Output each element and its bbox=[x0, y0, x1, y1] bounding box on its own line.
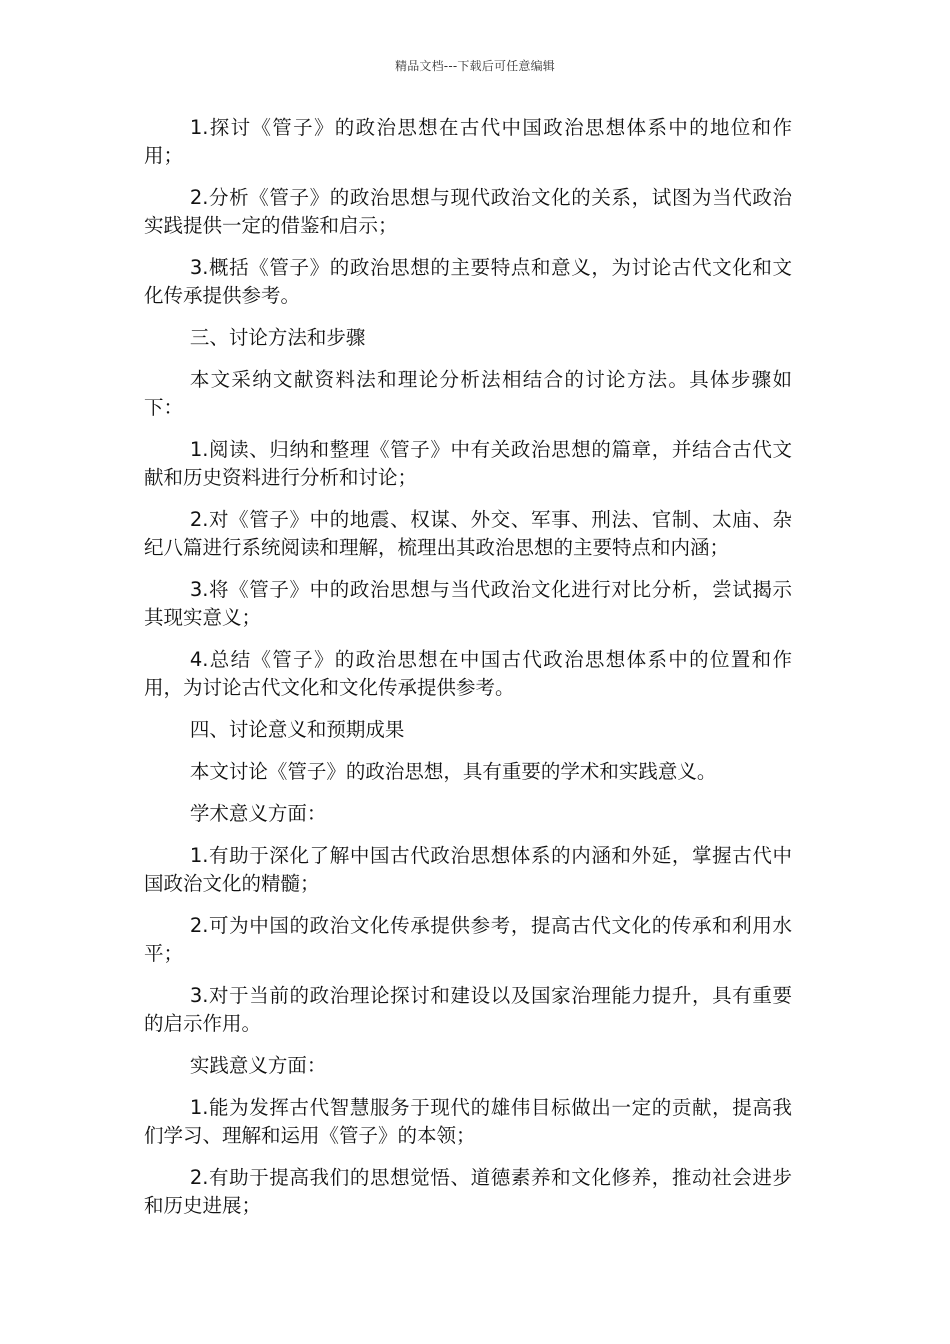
subheading-academic: 学术意义方面： bbox=[189, 802, 327, 825]
paragraph-academic-1: 1.有助于深化了解中国古代政治思想体系的内涵和外延，掌握古代中国政治文化的精髓； bbox=[144, 844, 792, 895]
paragraph-step-2: 2.对《管子》中的地震、权谋、外交、军事、刑法、官制、太庙、杂纪八篇进行系统阅读和理解，梳理出其政治思想的主要特点和内涵； bbox=[144, 508, 792, 559]
page-header: 精品文档---下载后可任意编辑 bbox=[395, 59, 555, 73]
paragraph-step-4: 4.总结《管子》的政治思想在中国古代政治思想体系中的位置和作用，为讨论古代文化和文化传承提供参考。 bbox=[144, 648, 792, 699]
document-body bbox=[144, 114, 792, 1234]
paragraph-methods-intro: 本文采纳文献资料法和理论分析法相结合的讨论方法。具体步骤如下： bbox=[144, 368, 792, 419]
paragraph-goal-2: 2.分析《管子》的政治思想与现代政治文化的关系，试图为当代政治实践提供一定的借鉴和启示； bbox=[144, 186, 792, 237]
paragraph-step-3: 3.将《管子》中的政治思想与当代政治文化进行对比分析，尝试揭示其现实意义； bbox=[144, 578, 792, 629]
paragraph-practical-2: 2.有助于提高我们的思想觉悟、道德素养和文化修养，推动社会进步和历史进展； bbox=[144, 1166, 792, 1217]
paragraph-academic-3: 3.对于当前的政治理论探讨和建设以及国家治理能力提升，具有重要的启示作用。 bbox=[144, 984, 792, 1035]
subheading-practical: 实践意义方面： bbox=[189, 1054, 327, 1077]
paragraph-step-1: 1.阅读、归纳和整理《管子》中有关政治思想的篇章，并结合古代文献和历史资料进行分析和讨论； bbox=[144, 438, 792, 489]
paragraph-goal-1: 1.探讨《管子》的政治思想在古代中国政治思想体系中的地位和作用； bbox=[144, 116, 792, 167]
paragraph-practical-1: 1.能为发挥古代智慧服务于现代的雄伟目标做出一定的贡献，提高我们学习、理解和运用《管子》的本领； bbox=[144, 1096, 792, 1147]
paragraph-goal-3: 3.概括《管子》的政治思想的主要特点和意义，为讨论古代文化和文化传承提供参考。 bbox=[144, 256, 792, 307]
paragraph-significance-intro: 本文讨论《管子》的政治思想，具有重要的学术和实践意义。 bbox=[189, 760, 717, 783]
section-heading-methods: 三、讨论方法和步骤 bbox=[189, 326, 366, 349]
paragraph-academic-2: 2.可为中国的政治文化传承提供参考，提高古代文化的传承和利用水平； bbox=[144, 914, 792, 965]
section-heading-significance: 四、讨论意义和预期成果 bbox=[189, 718, 405, 741]
